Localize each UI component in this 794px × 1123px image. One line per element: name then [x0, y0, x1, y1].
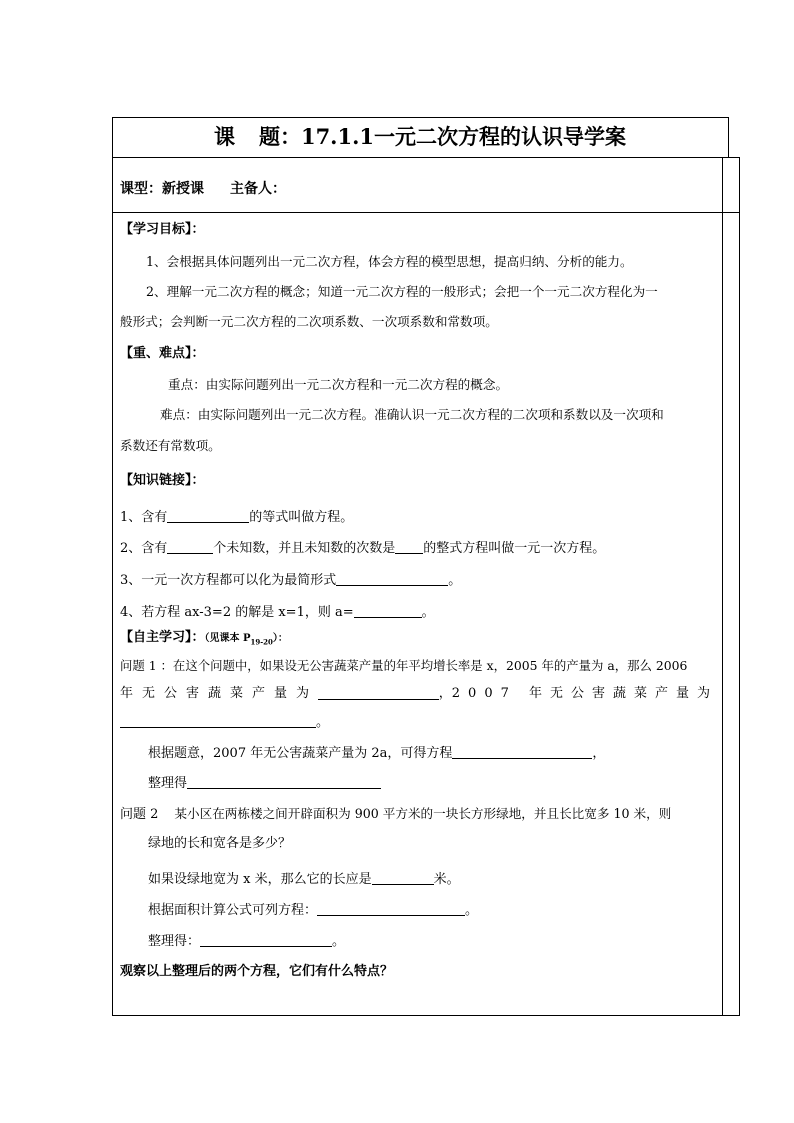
textbook-ref-end: ）： [272, 633, 288, 644]
page-title [112, 124, 728, 150]
problem-2-line-1 [120, 806, 671, 823]
problem-1-simplify [148, 775, 381, 792]
p1-simp-blank[interactable] [187, 775, 381, 789]
link-question-3 [120, 572, 461, 589]
p1-eq-blank[interactable] [452, 745, 592, 759]
self-study-heading [120, 630, 288, 651]
p2-area-period: 。 [465, 903, 479, 918]
table-border-left [112, 117, 113, 1016]
table-border-right-inner [722, 157, 723, 1016]
textbook-ref: （见课本 P [204, 633, 251, 644]
p1-eq-text: 根据题意，2007 年无公害蔬菜产量为 2a，可得方程 [148, 746, 453, 761]
lesson-type-value: 新授课 [162, 181, 204, 197]
p2-area-text: 根据面积计算公式可列方程： [148, 903, 318, 918]
self-study-title: 【自主学习】： [120, 630, 205, 645]
link-question-1 [120, 509, 353, 526]
p1-comma: ， [438, 686, 452, 701]
p1-period: 。 [316, 715, 330, 730]
problem-1-equation [148, 745, 605, 762]
q2-text-b: 个未知数，并且未知数的次数是 [213, 541, 396, 556]
p1-simp-text: 整理得 [148, 776, 188, 791]
key-point: 重点：由实际问题列出一元二次方程和一元二次方程的概念。 [168, 377, 509, 392]
problem-1-line-2 [120, 686, 718, 702]
textbook-ref-pages: 19-20 [250, 637, 273, 647]
q1-blank[interactable] [167, 509, 249, 523]
q3-text-b: 。 [448, 573, 462, 588]
p2-simp-text: 整理得： [148, 934, 201, 949]
q2-blank-1[interactable] [167, 540, 213, 554]
hard-point-line-1: 难点：由实际问题列出一元二次方程。准确认识一元二次方程的二次项和系数以及一次项和 [160, 407, 664, 422]
link-question-4 [120, 604, 435, 621]
q2-blank-2[interactable] [395, 540, 423, 554]
problem-2-simplify [148, 933, 345, 950]
meta-row-divider [112, 212, 740, 213]
table-border-right-upper [728, 117, 729, 158]
p2-length-text: 如果设绿地宽为 x 米，那么它的长应是 [148, 872, 372, 887]
p2-length-blank[interactable] [372, 871, 434, 885]
p2-simp-blank[interactable] [200, 933, 332, 947]
p2-label: 问题 2 [120, 807, 159, 822]
p2-area-blank[interactable] [317, 902, 465, 916]
p1-eq-comma: ， [592, 746, 606, 761]
q4-text-b: 。 [421, 605, 435, 620]
q1-text-b: 的等式叫做方程。 [249, 510, 354, 525]
problem-2-line-2: 绿地的长和宽各是多少？ [148, 836, 292, 851]
p1-2007-blank[interactable] [120, 714, 316, 728]
p2-length-unit: 米。 [433, 872, 460, 887]
q1-text-a: 1、含有 [120, 510, 168, 525]
keypoints-heading: 【重、难点】： [120, 346, 205, 361]
hard-point-line-2: 系数还有常数项。 [120, 438, 221, 453]
title-label-1: 课 [213, 124, 235, 149]
link-question-2 [120, 540, 605, 557]
p1-2007-label: 2007 年无公害蔬菜产量为 [451, 686, 718, 701]
q4-blank[interactable] [354, 604, 422, 618]
goal-item-2-line-2: 般形式；会判断一元二次方程的二次项系数、一次项系数和常数项。 [120, 314, 498, 329]
q3-blank[interactable] [336, 572, 448, 586]
q4-text-a: 4、若方程 ax-3=2 的解是 x=1，则 a= [120, 605, 354, 620]
goal-item-1: 1、会根据具体问题列出一元二次方程，体会方程的模型思想，提高归纳、分析的能力。 [146, 254, 633, 269]
lesson-type-label: 课型： [120, 181, 162, 197]
problem-2-area [148, 902, 478, 919]
title-text: 17.1.1一元二次方程的认识导学案 [300, 124, 627, 149]
title-row-divider [112, 157, 740, 158]
table-border-right-outer [739, 157, 740, 1016]
q3-text-a: 3、一元一次方程都可以化为最简形式 [120, 573, 337, 588]
author-label: 主备人： [230, 181, 286, 197]
observe-question: 观察以上整理后的两个方程，它们有什么特点？ [120, 964, 394, 979]
p1-2006-blank[interactable] [318, 686, 439, 700]
p2-text: 某小区在两栋楼之间开辟面积为 900 平方米的一块长方形绿地，并且长比宽多 10 米，则 [174, 806, 672, 821]
problem-2-length [148, 871, 460, 888]
meta-row [120, 181, 286, 197]
q2-text-c: 的整式方程叫做一元一次方程。 [423, 541, 606, 556]
table-border-top [112, 117, 729, 118]
links-heading: 【知识链接】： [120, 473, 205, 488]
table-border-bottom [112, 1015, 740, 1016]
p2-simp-period: 。 [332, 934, 346, 949]
q2-text-a: 2、含有 [120, 541, 168, 556]
title-label-2: 题： [258, 124, 301, 149]
problem-1-line-3 [120, 714, 329, 731]
problem-1-line-1: 问题 1 ：在这个问题中，如果设无公害蔬菜产量的年平均增长率是 x，2005 年的产量为 a，那么 2006 [120, 658, 688, 673]
goals-heading: 【学习目标】： [120, 222, 205, 237]
p1-2006-label: 年无公害蔬菜产量为 [120, 686, 319, 701]
goal-item-2-line-1: 2、理解一元二次方程的概念；知道一元二次方程的一般形式；会把一个一元二次方程化为一 [146, 284, 658, 299]
